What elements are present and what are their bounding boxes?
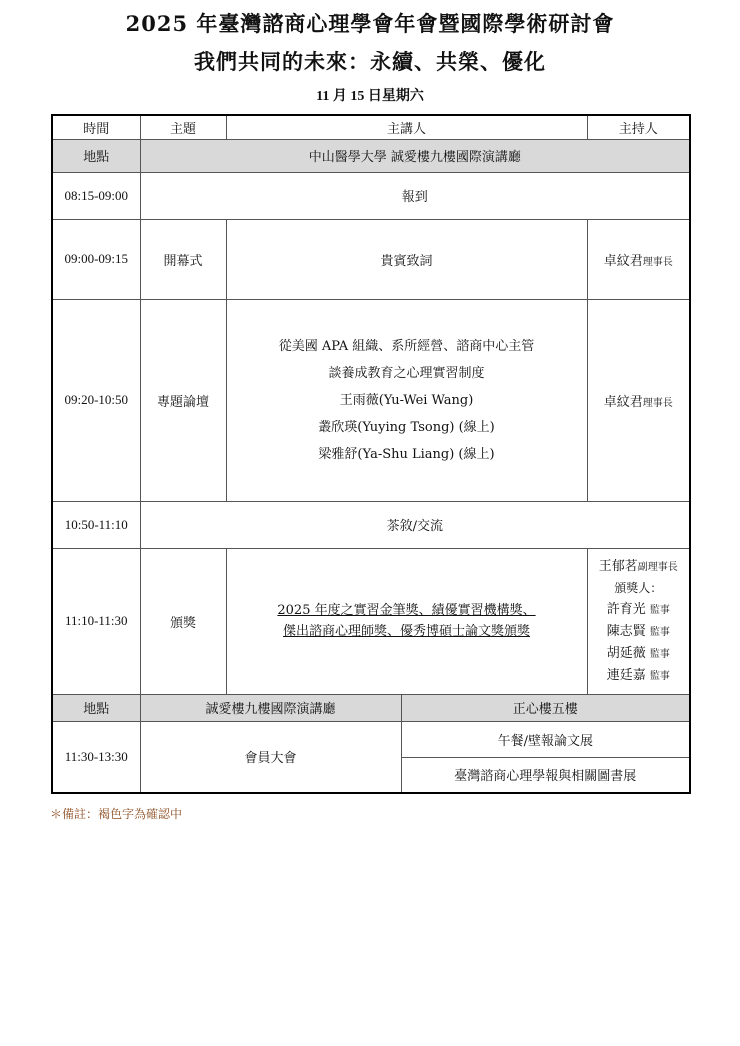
presenter bbox=[592, 621, 686, 643]
venue-value: 中山醫學大學 誠愛樓九樓國際演講廳 bbox=[140, 139, 690, 172]
award-host-title: 副理事長 bbox=[637, 561, 678, 573]
venue2-right: 正心樓五樓 bbox=[401, 694, 690, 721]
checkin-time: 08:15-09:00 bbox=[52, 172, 140, 219]
forum-line: 叢欣瑛(Yuying Tsong) (線上) bbox=[318, 419, 495, 435]
opening-host-title: 理事長 bbox=[642, 256, 673, 268]
assembly-time: 11:30-13:30 bbox=[52, 721, 140, 793]
presenter-label: 頒獎人： bbox=[614, 580, 663, 595]
award-topic: 頒獎 bbox=[140, 548, 226, 694]
award-host-line bbox=[592, 556, 686, 578]
event-date: 11 月 15 日星期六 bbox=[316, 89, 424, 104]
header-topic: 主題 bbox=[140, 115, 226, 139]
header-time: 時間 bbox=[52, 115, 140, 139]
forum-line: 王雨薇(Yu-Wei Wang) bbox=[339, 392, 474, 408]
table-row bbox=[52, 501, 690, 548]
break-time: 10:50-11:10 bbox=[52, 501, 140, 548]
opening-content: 貴賓致詞 bbox=[226, 219, 587, 299]
presenter bbox=[592, 665, 686, 687]
venue-row bbox=[52, 139, 690, 172]
footnote: ＊備註：褐色字為確認中 bbox=[50, 807, 183, 821]
presenter bbox=[592, 599, 686, 621]
checkin-content: 報到 bbox=[140, 172, 690, 219]
forum-topic: 專題論壇 bbox=[140, 299, 226, 501]
schedule-table bbox=[51, 114, 691, 794]
forum-host-title: 理事長 bbox=[642, 397, 673, 409]
table-row bbox=[52, 172, 690, 219]
venue-label: 地點 bbox=[52, 139, 140, 172]
assembly-content: 會員大會 bbox=[140, 721, 401, 793]
book-exhibition: 臺灣諮商心理學報與相關圖書展 bbox=[401, 757, 690, 793]
presenter-name: 陳志賢 bbox=[606, 623, 646, 639]
presenter-title: 監事 bbox=[649, 604, 670, 616]
forum-host bbox=[587, 299, 690, 501]
forum-line: 從美國 APA 組織、系所經營、諮商中心主管 bbox=[278, 338, 535, 354]
header-host: 主持人 bbox=[587, 115, 690, 139]
opening-time: 09:00-09:15 bbox=[52, 219, 140, 299]
forum-host-name: 卓紋君 bbox=[603, 394, 643, 410]
table-row bbox=[52, 219, 690, 299]
page-title: 2025 年臺灣諮商心理學會年會暨國際學術研討會 bbox=[125, 11, 615, 36]
venue2-row bbox=[52, 694, 690, 721]
award-host-name: 王郁茗 bbox=[598, 558, 638, 574]
presenter-name: 胡延薇 bbox=[606, 645, 646, 661]
page-subtitle: 我們共同的未來：永續、共榮、優化 bbox=[194, 49, 546, 74]
table-row bbox=[52, 721, 690, 757]
award-line: 2025 年度之實習金筆獎、績優實習機構獎、 bbox=[277, 603, 536, 618]
award-time: 11:10-11:30 bbox=[52, 548, 140, 694]
forum-line: 談養成教育之心理實習制度 bbox=[328, 365, 485, 381]
award-host bbox=[587, 548, 690, 694]
lunch-poster: 午餐/壁報論文展 bbox=[401, 721, 690, 757]
forum-time: 09:20-10:50 bbox=[52, 299, 140, 501]
opening-topic: 開幕式 bbox=[140, 219, 226, 299]
table-header-row bbox=[52, 115, 690, 139]
award-line: 傑出諮商心理師獎、優秀博碩士論文獎頒獎 bbox=[283, 624, 531, 639]
venue2-label: 地點 bbox=[52, 694, 140, 721]
table-row bbox=[52, 299, 690, 501]
award-content bbox=[226, 548, 587, 694]
break-content: 茶敘/交流 bbox=[140, 501, 690, 548]
forum-content bbox=[226, 299, 587, 501]
presenter bbox=[592, 643, 686, 665]
forum-line: 梁雅舒(Ya-Shu Liang) (線上) bbox=[318, 446, 495, 462]
presenter-title: 監事 bbox=[649, 648, 670, 660]
venue2-left: 誠愛樓九樓國際演講廳 bbox=[140, 694, 401, 721]
opening-host bbox=[587, 219, 690, 299]
table-row bbox=[52, 548, 690, 694]
presenter-title: 監事 bbox=[649, 670, 670, 682]
opening-host-name: 卓紋君 bbox=[603, 253, 643, 269]
presenter-name: 許育光 bbox=[606, 601, 646, 617]
presenter-title: 監事 bbox=[649, 626, 670, 638]
header-speaker: 主講人 bbox=[226, 115, 587, 139]
presenter-name: 連廷嘉 bbox=[606, 667, 646, 683]
